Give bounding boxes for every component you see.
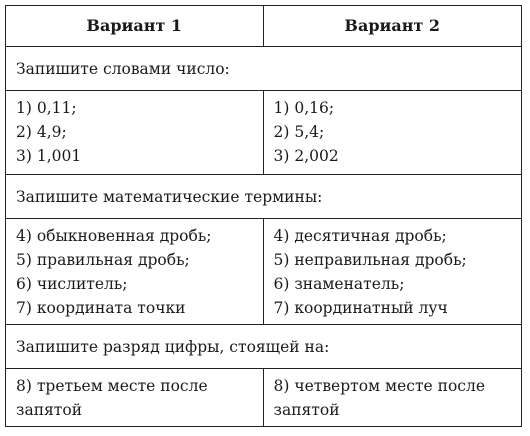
list-item: 5) правильная дробь; — [16, 251, 190, 269]
list-item: 8) третьем месте после запятой — [16, 377, 208, 419]
variant-2-header: Вариант 2 — [344, 16, 441, 35]
task-3-row — [6, 325, 521, 369]
task-2-variant-1-cell — [6, 219, 264, 324]
list-item: 4) десятичная дробь; — [273, 227, 447, 245]
list-item: 1) 0,16; — [273, 99, 335, 117]
task-1-items-row — [6, 91, 521, 175]
list-item: 2) 4,9; — [16, 123, 67, 141]
variant-1-header: Вариант 1 — [6, 6, 264, 46]
list-item: 3) 1,001 — [16, 147, 82, 165]
table-header-row — [6, 6, 521, 47]
task-3-prompt: Запишите разряд цифры, стоящей на: — [16, 337, 330, 356]
task-3-variant-2-cell — [264, 369, 522, 426]
list-item: 7) координата точки — [16, 299, 186, 317]
task-1-prompt: Запишите словами число: — [16, 59, 230, 78]
worksheet-table — [5, 5, 522, 427]
task-3-variant-1-cell — [6, 369, 264, 426]
list-item: 7) координатный луч — [273, 299, 448, 317]
list-item: 5) неправильная дробь; — [273, 251, 467, 269]
list-item: 4) обыкновенная дробь; — [16, 227, 212, 245]
list-item: 6) знаменатель; — [273, 275, 405, 293]
list-item: 8) четвертом месте после запятой — [273, 377, 485, 419]
list-item: 2) 5,4; — [273, 123, 325, 141]
list-item: 1) 0,11; — [16, 99, 77, 117]
task-1-variant-2-cell — [264, 91, 522, 174]
task-2-prompt: Запишите математические термины: — [16, 187, 323, 206]
task-3-items-row — [6, 369, 521, 426]
task-1-row — [6, 47, 521, 91]
task-2-variant-2-cell — [264, 219, 522, 324]
task-2-items-row — [6, 219, 521, 325]
task-1-variant-1-cell — [6, 91, 264, 174]
list-item: 3) 2,002 — [273, 147, 339, 165]
task-2-row — [6, 175, 521, 219]
list-item: 6) числитель; — [16, 275, 128, 293]
